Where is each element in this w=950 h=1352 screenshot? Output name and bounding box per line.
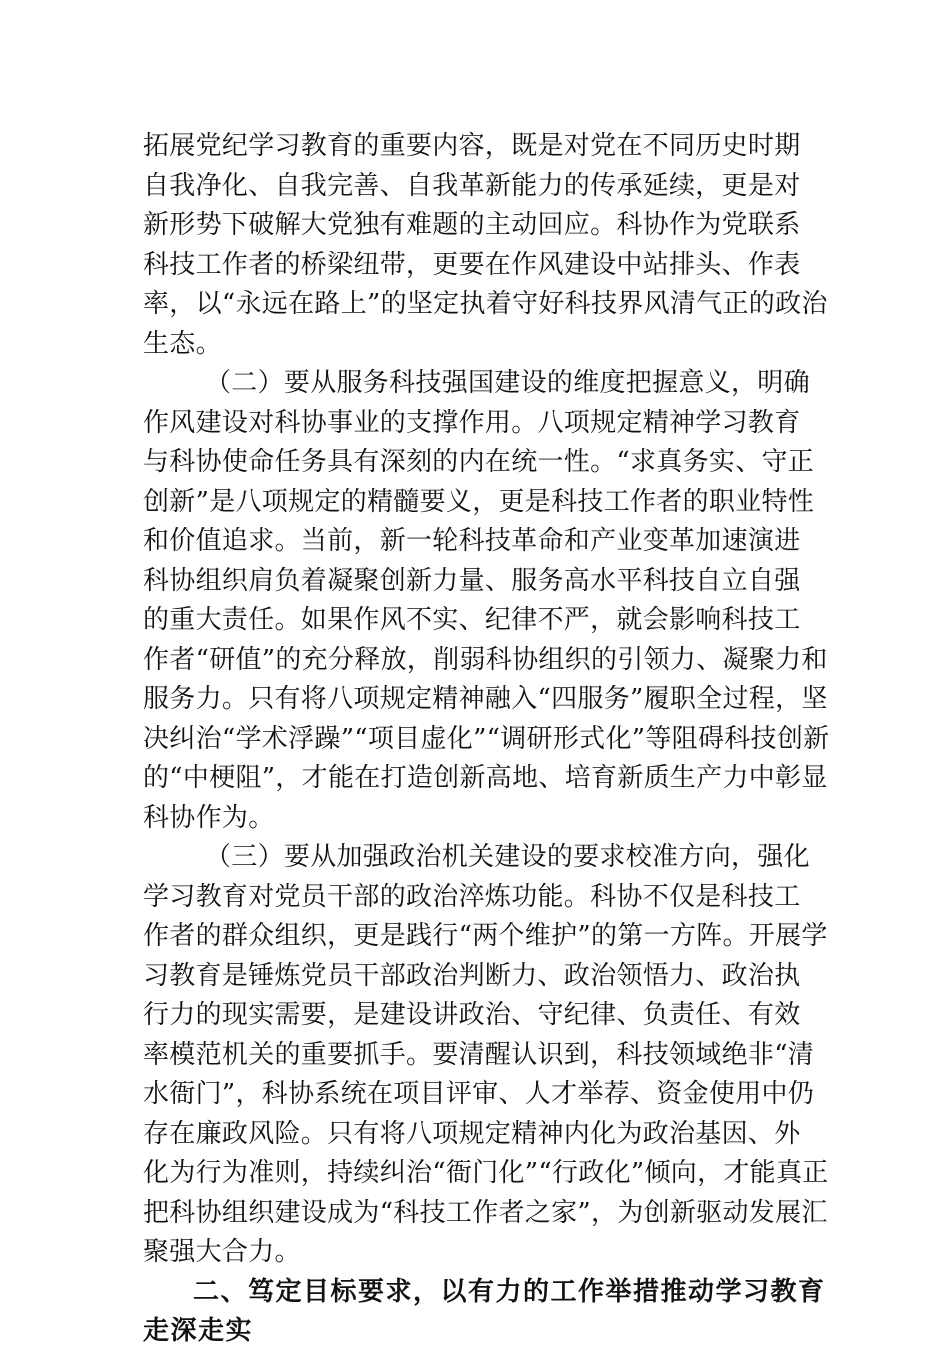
text-line: 存在廉政风险。只有将八项规定精神内化为政治基因、外 [143, 1118, 801, 1149]
text-line: 聚强大合力。 [143, 1237, 301, 1267]
text-line: 与科协使命任务具有深刻的内在统一性。“求真务实、守正 [143, 447, 815, 477]
text-line: 学习教育对党员干部的政治淬炼功能。科协不仅是科技工 [143, 881, 801, 912]
text-line: 自我净化、自我完善、自我革新能力的传承延续，更是对 [143, 170, 801, 201]
text-line: 科技工作者的桥梁纽带，更要在作风建设中站排头、作表 [143, 249, 801, 280]
text-line: 行力的现实需要，是建设讲政治、守纪律、负责任、有效 [143, 1000, 801, 1030]
text-line: 作风建设对科协事业的支撑作用。八项规定精神学习教育 [143, 407, 801, 438]
text-line: 科协作为。 [143, 802, 275, 833]
text-line: 作者“研值”的充分释放，削弱科协组织的引领力、凝聚力和 [143, 644, 828, 675]
text-line: 的“中梗阻”，才能在打造创新高地、培育新质生产力中彰显 [143, 763, 828, 793]
heading-line: 二、笃定目标要求，以有力的工作举措推动学习教育 [193, 1276, 826, 1307]
text-line: （二）要从服务科技强国建设的维度把握意义，明确 [205, 368, 810, 398]
paragraph-3 [143, 838, 829, 1273]
text-line: 率模范机关的重要抓手。要清醒认识到，科技领域绝非“清 [143, 1039, 815, 1070]
text-line: 水衙门”，科协系统在项目评审、人才举荐、资金使用中仍 [143, 1079, 815, 1109]
text-line: 创新”是八项规定的精髓要义，更是科技工作者的职业特性 [143, 486, 815, 517]
text-line: （三）要从加强政治机关建设的要求校准方向，强化 [205, 842, 810, 872]
text-line: 把科协组织建设成为“科技工作者之家”，为创新驱动发展汇 [143, 1197, 828, 1228]
text-line: 决纠治“学术浮躁”“项目虚化”“调研形式化”等阻碍科技创新 [143, 723, 830, 754]
paragraph-2 [143, 364, 830, 838]
text-line: 化为行为准则，持续纠治“衙门化”“行政化”倾向，才能真正 [143, 1158, 829, 1188]
paragraph-1 [143, 127, 828, 364]
document-body [143, 127, 830, 1352]
text-line: 的重大责任。如果作风不实、纪律不严，就会影响科技工 [143, 605, 801, 635]
text-line: 生态。 [143, 328, 222, 359]
text-line: 和价值追求。当前，新一轮科技革命和产业变革加速演进 [143, 526, 801, 556]
text-line: 习教育是锤炼党员干部政治判断力、政治领悟力、政治执 [143, 960, 801, 991]
section-heading [143, 1273, 826, 1352]
text-line: 新形势下破解大党独有难题的主动回应。科协作为党联系 [143, 210, 801, 240]
text-line: 科协组织肩负着凝聚创新力量、服务高水平科技自立自强 [143, 565, 801, 596]
heading-line: 走深走实 [143, 1316, 254, 1346]
text-line: 服务力。只有将八项规定精神融入“四服务”履职全过程，坚 [143, 684, 828, 714]
text-line: 拓展党纪学习教育的重要内容，既是对党在不同历史时期 [143, 131, 801, 161]
text-line: 作者的群众组织，更是践行“两个维护”的第一方阵。开展学 [143, 921, 828, 951]
text-line: 率，以“永远在路上”的坚定执着守好科技界风清气正的政治 [143, 289, 828, 319]
